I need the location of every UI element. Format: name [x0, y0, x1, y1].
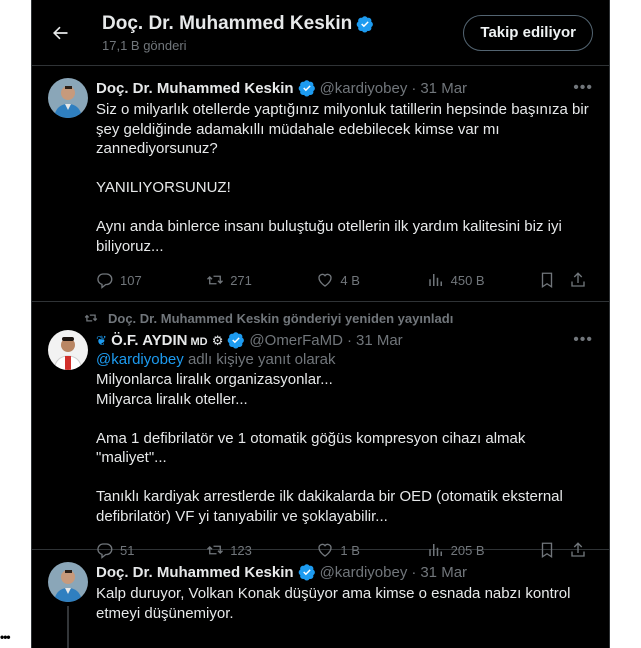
repost-count: 123: [230, 542, 252, 558]
more-options-icon[interactable]: •••: [573, 79, 593, 96]
page-title: Doç. Dr. Muhammed Keskin: [102, 12, 353, 34]
thread-line: [67, 606, 69, 648]
repost-indicator[interactable]: [88, 310, 593, 326]
view-count: 205 B: [450, 542, 485, 558]
profile-header: [32, 0, 609, 66]
name-suffix: MD: [190, 335, 208, 348]
tweet-date[interactable]: 31 Mar: [420, 79, 468, 97]
reply-icon: [96, 271, 114, 289]
tweet-date[interactable]: 31 Mar: [420, 563, 468, 581]
repost-icon: [84, 311, 98, 325]
tweet[interactable]: [32, 302, 609, 558]
share-button[interactable]: [569, 271, 593, 289]
avatar[interactable]: [48, 78, 88, 118]
more-options-icon[interactable]: •••: [573, 331, 593, 348]
twitter-bird-icon: ❦: [96, 332, 107, 348]
post-count: 17,1 B gönderi: [102, 37, 187, 53]
repost-count: 271: [230, 272, 252, 288]
like-button[interactable]: [316, 271, 426, 289]
following-button[interactable]: Takip ediliyor: [463, 15, 593, 51]
share-icon: [569, 271, 587, 289]
tweet[interactable]: [32, 550, 609, 648]
back-arrow-icon[interactable]: [50, 23, 70, 43]
author-handle[interactable]: @OmerFaMD: [249, 331, 343, 349]
bookmark-icon: [538, 271, 556, 289]
like-count: 4 B: [340, 272, 360, 288]
tweet-text: Siz o milyarlık otellerde yaptığınız milyonluk tatillerin hepsinde başınıza bir şey geldiğinde adamakıllı müdahale edebilecek kimse var mı zannediyorsunuz? YANILIYORSUNUZ! Aynı anda binlerce insanı buluştuğu otellerin ilk yardım kalitesini biz iyi biliyoruz...: [96, 101, 589, 255]
author-name[interactable]: Doç. Dr. Muhammed Keskin: [96, 563, 294, 581]
verified-badge-icon: [298, 563, 316, 581]
separator-dot: ·: [411, 79, 417, 97]
outer-more-icon: •••: [0, 630, 10, 644]
tweet[interactable]: [32, 66, 609, 302]
avatar[interactable]: [48, 562, 88, 602]
author-name[interactable]: Doç. Dr. Muhammed Keskin: [96, 79, 294, 97]
author-handle[interactable]: @kardiyobey: [319, 79, 408, 97]
avatar[interactable]: [48, 330, 88, 370]
tweet-actions: [96, 260, 593, 300]
repost-label: Doç. Dr. Muhammed Keskin gönderiyi yeniden yayınladı: [108, 310, 454, 326]
reply-context: @kardiyobey adlı kişiye yanıt olarak: [96, 351, 336, 368]
views-button[interactable]: [427, 271, 538, 289]
verified-badge-icon: [356, 15, 374, 33]
separator-dot: ·: [346, 331, 352, 349]
reply-handle-link[interactable]: @kardiyobey: [96, 351, 184, 368]
reply-count: 107: [120, 272, 142, 288]
author-name[interactable]: ❦ Ö.F. AYDIN MD ⚙: [96, 331, 224, 349]
separator-dot: ·: [411, 563, 417, 581]
repost-button[interactable]: [206, 271, 316, 289]
like-count: 1 B: [340, 542, 360, 558]
reply-count: 51: [120, 542, 135, 558]
author-handle[interactable]: @kardiyobey: [319, 563, 408, 581]
reply-button[interactable]: [96, 271, 206, 289]
tweet-text: Kalp duruyor, Volkan Konak düşüyor ama kimse o esnada nabzı kontrol etmeyi düşünemiyor.: [96, 585, 575, 622]
bookmark-button[interactable]: [538, 271, 569, 289]
heart-icon: [316, 271, 334, 289]
views-icon: [427, 271, 445, 289]
gear-badge-icon: ⚙: [211, 332, 224, 348]
tweet-text: Milyonlarca liralık organizasyonlar... Milyarca liralık oteller... Ama 1 defibrilatör ve 1 otomatik göğüs kompresyon cihazı almak "maliyet"... Tanıklı kardiyak arrestlerde ilk dakikalarda bir OED (otomatik eksternal defibrilatör) VF yi tanıyabilir ve şoklayabilir...: [96, 371, 563, 525]
profile-timeline: [31, 0, 610, 648]
repost-icon: [206, 271, 224, 289]
view-count: 450 B: [450, 272, 485, 288]
tweet-date[interactable]: 31 Mar: [355, 331, 403, 349]
verified-badge-icon: [298, 79, 316, 97]
verified-badge-icon: [227, 331, 245, 349]
